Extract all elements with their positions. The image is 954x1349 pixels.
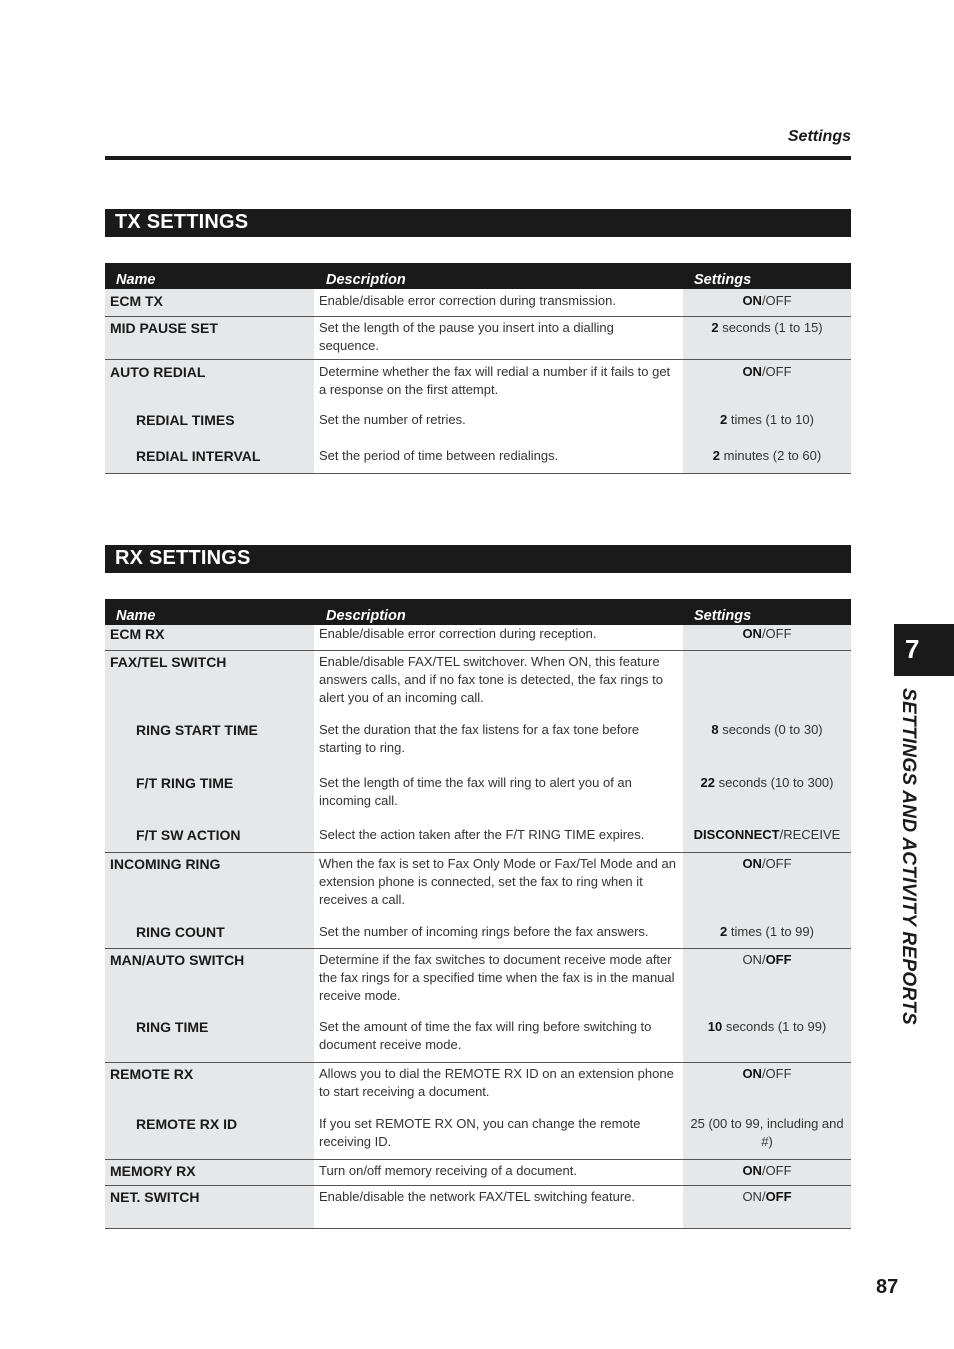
setting-value: ON/OFF [683, 948, 851, 1018]
setting-name: FAX/TEL SWITCH [105, 650, 314, 721]
column-header-description: Description [314, 263, 683, 289]
rx-settings-heading: RX SETTINGS [115, 547, 251, 569]
setting-value: ON/OFF [683, 625, 851, 650]
column-header-name: Name [105, 599, 314, 625]
setting-description: Set the duration that the fax listens for a fax tone before starting to ring. [314, 721, 683, 774]
table-row [105, 923, 851, 948]
setting-description: Enable/disable error correction during reception. [314, 625, 683, 650]
setting-name: MAN/AUTO SWITCH [105, 948, 314, 1018]
tx-settings-heading-bar [105, 209, 851, 237]
table-row [105, 289, 851, 316]
column-header-description: Description [314, 599, 683, 625]
setting-name: MID PAUSE SET [105, 316, 314, 359]
setting-value: 2 times (1 to 99) [683, 923, 851, 948]
table-header-row [105, 599, 851, 625]
table-row [105, 1159, 851, 1185]
setting-description: Set the number of incoming rings before the fax answers. [314, 923, 683, 948]
column-header-settings: Settings [683, 599, 851, 625]
table-row [105, 411, 851, 447]
setting-value: 2 times (1 to 10) [683, 411, 851, 447]
setting-value: 2 seconds (1 to 15) [683, 316, 851, 359]
table-row [105, 625, 851, 650]
rx-settings-table [105, 599, 851, 1229]
setting-name: RING COUNT [105, 923, 314, 948]
setting-name: F/T SW ACTION [105, 826, 314, 852]
table-row [105, 948, 851, 1018]
setting-description: Enable/disable error correction during transmission. [314, 289, 683, 316]
running-header-title: Settings [787, 128, 851, 145]
setting-description: Enable/disable FAX/TEL switchover. When ON, this feature answers calls, and if no fax tone is detected, the fax rings to alert you of an incoming call. [314, 650, 683, 721]
table-row [105, 650, 851, 721]
rx-settings-heading-bar [105, 545, 851, 573]
table-header-row [105, 263, 851, 289]
setting-value: 2 minutes (2 to 60) [683, 447, 851, 473]
setting-name: MEMORY RX [105, 1159, 314, 1185]
setting-value: ON/OFF [683, 289, 851, 316]
setting-description: When the fax is set to Fax Only Mode or Fax/Tel Mode and an extension phone is connected, set the fax to ring when it receives a call. [314, 852, 683, 923]
table-row [105, 852, 851, 923]
setting-description: Turn on/off memory receiving of a document. [314, 1159, 683, 1185]
page-number: 87 [876, 1276, 899, 1298]
table-row [105, 774, 851, 826]
setting-name: F/T RING TIME [105, 774, 314, 826]
table-row [105, 1115, 851, 1159]
setting-value: 22 seconds (10 to 300) [683, 774, 851, 826]
setting-description: Determine if the fax switches to document receive mode after the fax rings for a specified time when the fax is in the manual receive mode. [314, 948, 683, 1018]
setting-value: 25 (00 to 99, including and #) [683, 1115, 851, 1159]
setting-description: Set the length of the pause you insert into a dialling sequence. [314, 316, 683, 359]
setting-value: ON/OFF [683, 1185, 851, 1228]
setting-name: AUTO REDIAL [105, 359, 314, 411]
setting-name: RING START TIME [105, 721, 314, 774]
table-row [105, 721, 851, 774]
setting-name: ECM TX [105, 289, 314, 316]
table-row [105, 1062, 851, 1115]
setting-name: INCOMING RING [105, 852, 314, 923]
setting-name: REMOTE RX [105, 1062, 314, 1115]
setting-value: ON/OFF [683, 359, 851, 411]
tx-settings-table [105, 263, 851, 474]
setting-name: RING TIME [105, 1018, 314, 1062]
setting-description: Set the amount of time the fax will ring before switching to document receive mode. [314, 1018, 683, 1062]
column-header-name: Name [105, 263, 314, 289]
setting-value: 10 seconds (1 to 99) [683, 1018, 851, 1062]
table-row [105, 826, 851, 852]
table-row [105, 316, 851, 359]
setting-description: Set the length of time the fax will ring to alert you of an incoming call. [314, 774, 683, 826]
chapter-title: SETTINGS AND ACTIVITY REPORTS [898, 688, 919, 1026]
setting-description: If you set REMOTE RX ON, you can change the remote receiving ID. [314, 1115, 683, 1159]
setting-value: ON/OFF [683, 1159, 851, 1185]
setting-name: REMOTE RX ID [105, 1115, 314, 1159]
setting-value: ON/OFF [683, 1062, 851, 1115]
table-row [105, 1018, 851, 1062]
setting-value [683, 650, 851, 721]
setting-value: DISCONNECT/RECEIVE [683, 826, 851, 852]
setting-description: Enable/disable the network FAX/TEL switching feature. [314, 1185, 683, 1228]
setting-name: REDIAL INTERVAL [105, 447, 314, 473]
table-row [105, 447, 851, 473]
table-row [105, 359, 851, 411]
setting-name: NET. SWITCH [105, 1185, 314, 1228]
setting-description: Set the number of retries. [314, 411, 683, 447]
setting-value: 8 seconds (0 to 30) [683, 721, 851, 774]
tx-settings-heading: TX SETTINGS [115, 211, 249, 233]
header-rule [105, 156, 851, 160]
setting-description: Determine whether the fax will redial a number if it fails to get a response on the first attempt. [314, 359, 683, 411]
setting-description: Allows you to dial the REMOTE RX ID on an extension phone to start receiving a document. [314, 1062, 683, 1115]
setting-description: Select the action taken after the F/T RING TIME expires. [314, 826, 683, 852]
setting-name: ECM RX [105, 625, 314, 650]
chapter-tab [894, 624, 954, 676]
chapter-number: 7 [905, 634, 920, 664]
column-header-settings: Settings [683, 263, 851, 289]
table-row [105, 1185, 851, 1228]
setting-name: REDIAL TIMES [105, 411, 314, 447]
setting-description: Set the period of time between redialings. [314, 447, 683, 473]
setting-value: ON/OFF [683, 852, 851, 923]
